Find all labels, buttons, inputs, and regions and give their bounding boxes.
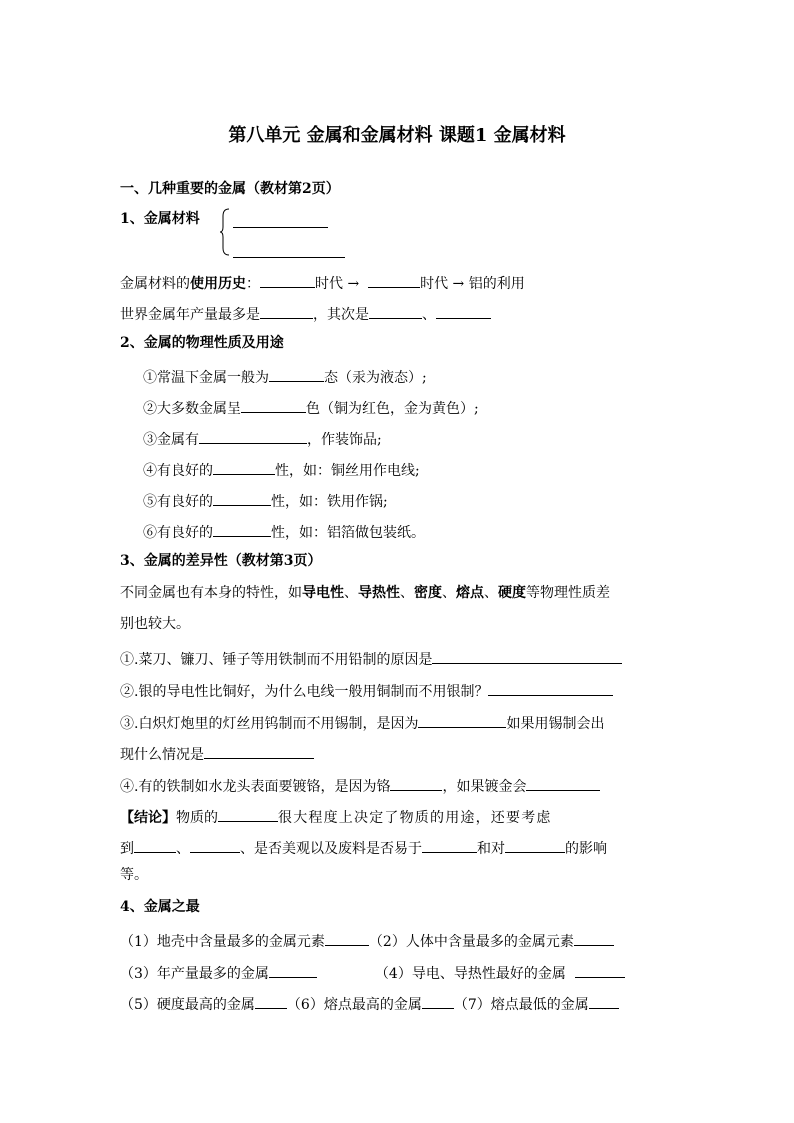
blank[interactable] [390, 777, 442, 791]
property-6 [143, 523, 425, 540]
text-bold: 密度 [414, 585, 442, 601]
blank[interactable] [368, 274, 420, 288]
text: 很大程度上决定了物质的用途，还要考虑 [278, 810, 552, 826]
text-bold: 导电性 [302, 585, 344, 601]
metal-materials-label: 1、金属材料 [120, 211, 200, 227]
blank[interactable] [432, 650, 622, 664]
difference-intro-cont: 别也较大。 [120, 616, 190, 632]
blank[interactable] [526, 777, 600, 791]
blank[interactable] [436, 305, 491, 319]
text: 的影响 [565, 841, 607, 857]
text: （1）地壳中含量最多的金属元素 [120, 934, 325, 950]
text: 时代 → 铝的利用 [420, 276, 525, 292]
blank[interactable] [589, 995, 619, 1009]
text: 不同金属也有本身的特性，如 [120, 585, 302, 601]
blank[interactable] [190, 839, 240, 853]
text: ④.有的铁制如水龙头表面要镀铬，是因为铬 [120, 779, 391, 795]
text: 时代 → [315, 276, 360, 292]
blank[interactable] [204, 745, 314, 759]
text: ： [246, 276, 260, 292]
text: ⑥有良好的 [143, 525, 213, 541]
text: ①常温下金属一般为 [143, 370, 269, 386]
text: 性，如：铁用作锅; [271, 494, 388, 510]
text: ③.白炽灯炮里的灯丝用钨制而不用锡制，是因为 [120, 716, 419, 732]
text: （2）人体中含量最多的金属元素 [368, 934, 574, 950]
text: 到 [120, 841, 134, 857]
text-bold: 硬度 [498, 585, 526, 601]
blank[interactable] [422, 839, 477, 853]
question-3-cont [120, 745, 314, 762]
text: 、 [344, 585, 358, 601]
page-title: 第八单元 金属和金属材料 课题1 金属材料 [228, 125, 566, 146]
text: ，作装饰品; [307, 432, 382, 448]
blank[interactable] [505, 839, 565, 853]
conclusion [120, 808, 552, 825]
text: 世界金属年产量最多是 [120, 307, 260, 323]
text: ①.菜刀、镰刀、锤子等用铁制而不用铅制的原因是 [120, 652, 433, 668]
text: 、 [442, 585, 456, 601]
conclusion-label: 【结论】 [120, 810, 176, 826]
section-3-heading: 3、金属的差异性（教材第3页） [120, 553, 322, 569]
blank[interactable] [134, 839, 176, 853]
blank[interactable] [488, 682, 613, 696]
blank[interactable] [213, 523, 271, 537]
text: ，如果镀金会 [442, 779, 527, 795]
text: ③金属有 [143, 432, 199, 448]
text-bold: 使用历史 [190, 276, 246, 292]
blank-material-2[interactable] [233, 257, 345, 258]
text: 等物理性质差 [526, 585, 610, 601]
blank[interactable] [255, 995, 287, 1009]
difference-intro [120, 586, 610, 600]
blank-material-1[interactable] [233, 227, 328, 228]
text: ②.银的导电性比铜好，为什么电线一般用铜制而不用银制？ [120, 684, 489, 700]
conclusion-end: 等。 [120, 867, 148, 883]
text: ⑤有良好的 [143, 494, 213, 510]
text: ④有良好的 [143, 463, 213, 479]
superlative-row-3 [120, 995, 619, 1012]
question-3 [120, 714, 604, 731]
blank[interactable] [269, 964, 317, 978]
text: 如果用锡制会出 [506, 716, 605, 732]
property-5 [143, 492, 388, 509]
question-4 [120, 777, 600, 794]
property-2 [143, 399, 479, 416]
text: 、 [422, 307, 436, 323]
blank[interactable] [418, 714, 506, 728]
superlative-row-2 [120, 964, 625, 981]
text: 色（铜为红色，金为黄色）; [306, 401, 479, 417]
text: 现什么情况是 [120, 747, 204, 763]
text: 性，如：铝箔做包装纸。 [271, 525, 425, 541]
section-4-heading: 4、金属之最 [120, 899, 200, 915]
property-1 [143, 368, 427, 385]
superlative-row-1 [120, 932, 614, 949]
text: 金属材料的 [120, 276, 190, 292]
blank[interactable] [260, 305, 313, 319]
blank[interactable] [369, 305, 422, 319]
property-3 [143, 430, 382, 447]
blank[interactable] [269, 368, 324, 382]
text: 物质的 [176, 810, 218, 826]
blank[interactable] [199, 430, 307, 444]
brace-bracket [220, 208, 230, 256]
text: ，其次是 [313, 307, 369, 323]
text: （4）导电、导热性最好的金属 [374, 966, 566, 982]
question-1 [120, 650, 622, 667]
text: ②大多数金属呈 [143, 401, 241, 417]
text: （3）年产量最多的金属 [120, 966, 269, 982]
text: 和对 [477, 841, 505, 857]
blank[interactable] [241, 399, 306, 413]
text: 、 [400, 585, 414, 601]
text: 、 [176, 841, 190, 857]
question-2 [120, 682, 613, 699]
text-bold: 导热性 [358, 585, 400, 601]
blank[interactable] [218, 808, 278, 822]
blank[interactable] [422, 995, 454, 1009]
text: 、是否美观以及废料是否易于 [240, 841, 422, 857]
section-2-heading: 2、金属的物理性质及用途 [120, 335, 284, 351]
text: （5）硬度最高的金属 [120, 997, 255, 1013]
blank[interactable] [213, 461, 275, 475]
text: 态（汞为液态）; [324, 370, 427, 386]
blank[interactable] [574, 932, 614, 946]
text-bold: 熔点 [456, 585, 484, 601]
text: （6）熔点最高的金属 [286, 997, 422, 1013]
property-4 [143, 461, 420, 478]
blank[interactable] [213, 492, 271, 506]
usage-history-line [120, 274, 525, 291]
text: 、 [484, 585, 498, 601]
blank[interactable] [260, 274, 315, 288]
text: （7）熔点最低的金属 [453, 997, 589, 1013]
production-line [120, 305, 491, 322]
blank[interactable] [325, 932, 369, 946]
conclusion-cont [120, 839, 607, 856]
blank[interactable] [575, 964, 625, 978]
section-1-heading: 一、几种重要的金属（教材第2页） [120, 181, 340, 197]
text: 性，如：铜丝用作电线; [275, 463, 420, 479]
